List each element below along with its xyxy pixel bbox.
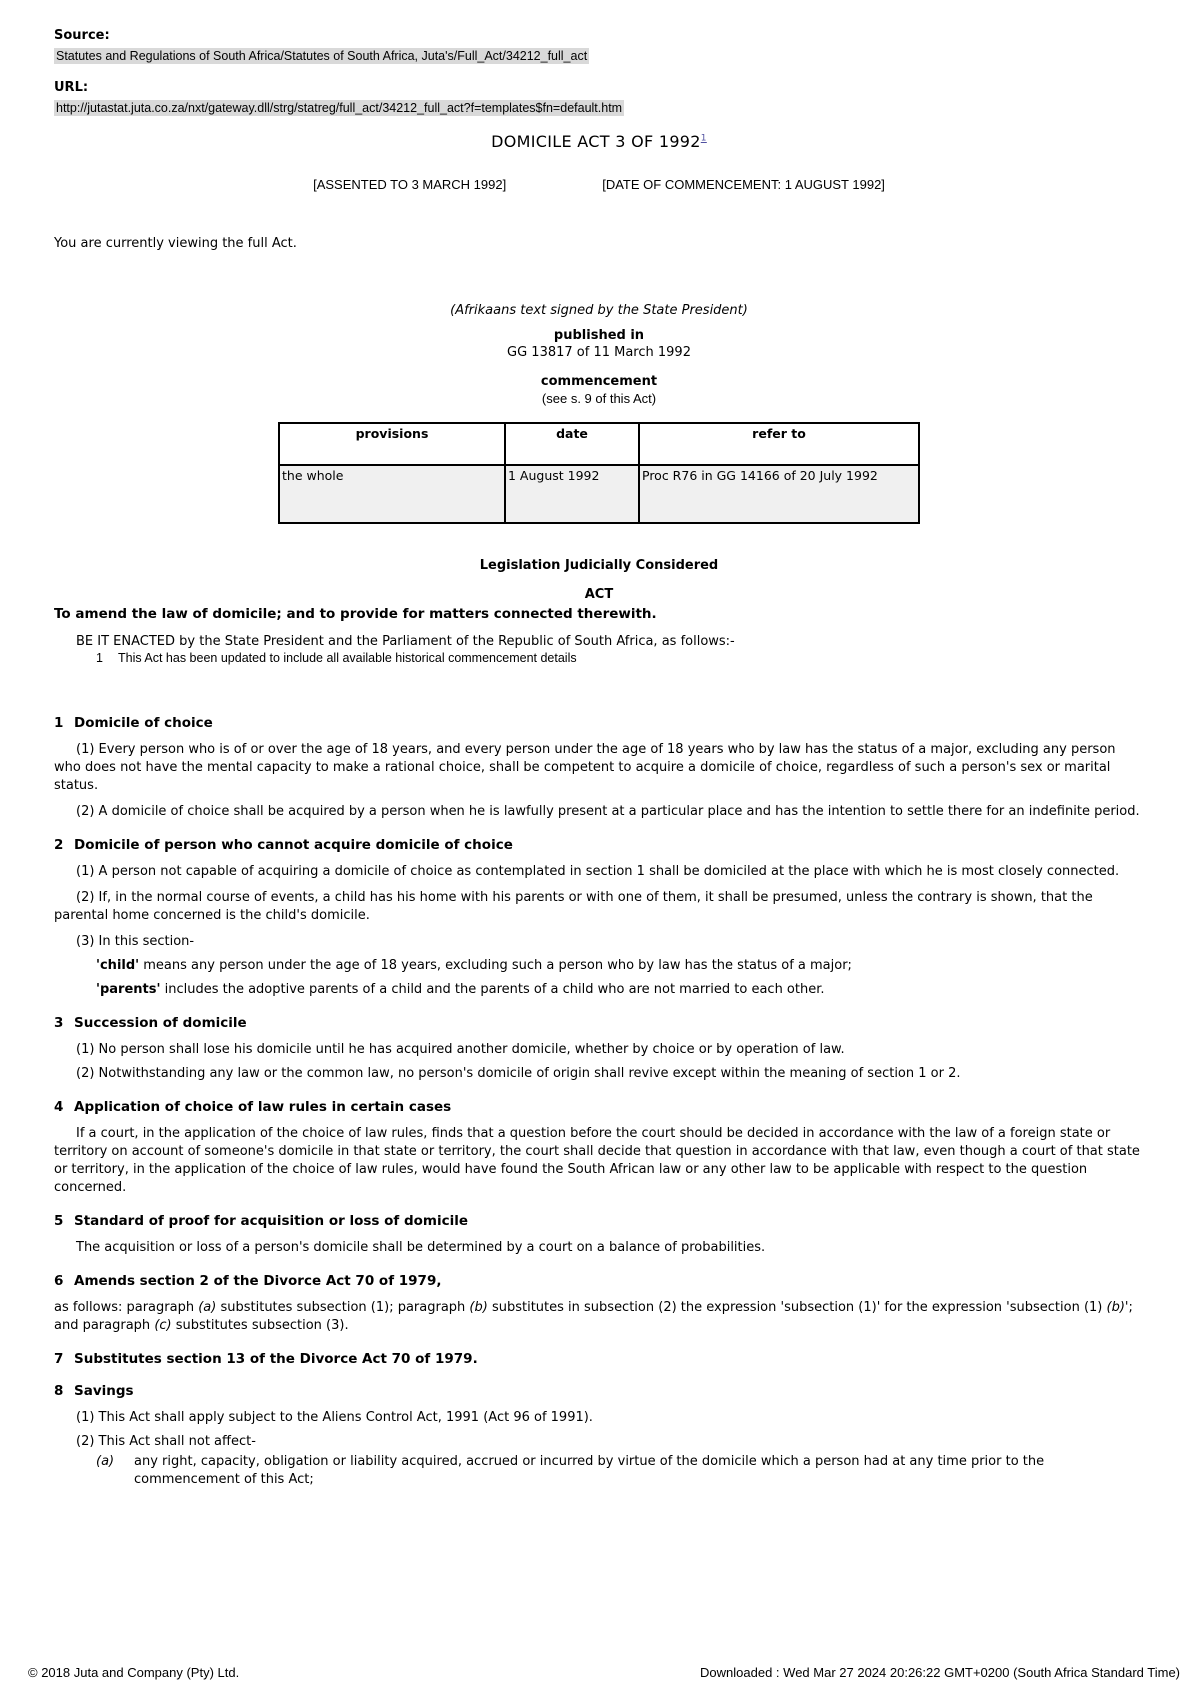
section-paragraph: (3) In this section- xyxy=(76,934,195,949)
table-cell: Proc R76 in GG 14166 of 20 July 1992 xyxy=(639,465,919,523)
title-footnote-link[interactable]: 1 xyxy=(700,133,707,144)
section-title: Domicile of person who cannot acquire domicile of choice xyxy=(74,837,513,853)
section-heading xyxy=(54,1273,1144,1289)
section-title: Standard of proof for acquisition or loss of domicile xyxy=(74,1213,469,1229)
section-paragraph: (2) If, in the normal course of events, a child has his home with his parents or with one of them, it shall be presumed, unless the contrary is shown, that the parental home concerned is the child's domicile. xyxy=(54,890,1093,923)
section-title: Amends section 2 of the Divorce Act 70 of 1979, xyxy=(74,1273,442,1289)
commencement-note: (see s. 9 of this Act) xyxy=(541,391,657,406)
text-run: substitutes subsection (1); paragraph xyxy=(216,1300,470,1315)
footnote-text: This Act has been updated to include all available historical commencement details xyxy=(118,651,577,665)
table-header: date xyxy=(505,423,639,465)
assent-commencement-row xyxy=(54,177,1144,192)
download-timestamp: Downloaded : Wed Mar 27 2024 20:26:22 GMT+0200 (South Africa Standard Time) xyxy=(700,1665,1180,1680)
legislation-considered-link[interactable]: Legislation Judicially Considered xyxy=(479,558,719,573)
url-label: URL: xyxy=(54,80,89,95)
act-sections xyxy=(54,715,1144,1489)
long-title: To amend the law of domicile; and to provide for matters connected therewith. xyxy=(54,606,657,622)
section-title: Application of choice of law rules in certain cases xyxy=(74,1099,452,1115)
section-paragraph: The acquisition or loss of a person's domicile shall be determined by a court on a balance of probabilities. xyxy=(76,1240,766,1255)
table-header: provisions xyxy=(279,423,505,465)
table-cell: the whole xyxy=(279,465,505,523)
commencement-label: commencement xyxy=(540,374,658,389)
subparagraph-label: (a) xyxy=(96,1454,115,1469)
text-run: (b) xyxy=(1106,1300,1125,1315)
text-run: (c) xyxy=(154,1318,172,1333)
text-run: substitutes in subsection (2) the expression 'subsection (1)' for the expression 'subsection (1) xyxy=(487,1300,1107,1315)
act-title-text: DOMICILE ACT 3 OF 1992 xyxy=(491,132,701,151)
section-paragraph: (1) Every person who is of or over the age of 18 years, and every person under the age of 18 years who by law has the status of a major, excluding any person who does not have the mental capacity to make a rational choice, shall be competent to acquire a domicile of choice, regardless of such a person's sex or marital status. xyxy=(54,742,1116,793)
footnote xyxy=(54,651,1144,665)
source-value: Statutes and Regulations of South Africa/Statutes of South Africa, Juta's/Full_Act/34212_full_act xyxy=(56,49,588,63)
page-footer xyxy=(28,1665,1180,1680)
section-paragraph: (2) This Act shall not affect- xyxy=(76,1434,256,1449)
text-run: as follows: paragraph xyxy=(54,1300,199,1315)
definition-text: means any person under the age of 18 years, excluding such a person who by law has the status of a major; xyxy=(139,958,852,973)
section-number: 1 xyxy=(54,715,64,731)
section-paragraph: (1) A person not capable of acquiring a domicile of choice as contemplated in section 1 shall be domiciled at the place with which he is most closely connected. xyxy=(76,864,1120,879)
section-paragraph xyxy=(54,1299,1144,1335)
subparagraph xyxy=(54,1453,1144,1489)
definition-term: 'child' xyxy=(96,958,140,973)
definition-parents xyxy=(54,981,1144,999)
definition-term: 'parents' xyxy=(96,982,161,997)
commencement-date: [DATE OF COMMENCEMENT: 1 AUGUST 1992] xyxy=(602,177,885,192)
viewing-notice: You are currently viewing the full Act. xyxy=(54,236,297,251)
text-run: (b) xyxy=(469,1300,488,1315)
section-number: 4 xyxy=(54,1099,64,1115)
section-heading xyxy=(54,1351,1144,1367)
section-number: 6 xyxy=(54,1273,64,1289)
section-heading xyxy=(54,1383,1144,1399)
section-paragraph: (1) This Act shall apply subject to the Aliens Control Act, 1991 (Act 96 of 1991). xyxy=(76,1410,593,1425)
section-title: Savings xyxy=(74,1383,134,1399)
table-header: refer to xyxy=(639,423,919,465)
subparagraph-text: any right, capacity, obligation or liability acquired, accrued or incurred by virtue of the domicile which a person had at any time prior to the commencement of this Act; xyxy=(134,1454,1045,1487)
published-label: published in xyxy=(553,328,645,343)
act-title xyxy=(54,132,1144,151)
section-heading xyxy=(54,1213,1144,1229)
section-number: 7 xyxy=(54,1351,64,1367)
footnote-number: 1 xyxy=(96,651,103,665)
definition-text: includes the adoptive parents of a child and the parents of a child who are not married to each other. xyxy=(160,982,825,997)
document-page xyxy=(54,24,1144,1489)
assented-date: [ASSENTED TO 3 MARCH 1992] xyxy=(313,177,507,192)
definition-child xyxy=(54,957,1144,975)
section-number: 2 xyxy=(54,837,64,853)
signed-note: (Afrikaans text signed by the State President) xyxy=(450,303,748,318)
section-title: Succession of domicile xyxy=(74,1015,247,1031)
published-value: GG 13817 of 11 March 1992 xyxy=(507,345,691,360)
url-value[interactable]: http://jutastat.juta.co.za/nxt/gateway.dll/strg/statreg/full_act/34212_full_act?f=templates$fn=default.htm xyxy=(56,101,623,115)
section-heading xyxy=(54,1099,1144,1115)
table-header-row xyxy=(279,423,919,465)
enactment-clause: BE IT ENACTED by the State President and the Parliament of the Republic of South Africa, as follows:- xyxy=(76,634,735,649)
text-run: '; and paragraph xyxy=(54,1300,1133,1333)
section-heading xyxy=(54,1015,1144,1031)
text-run: (a) xyxy=(198,1300,217,1315)
section-title: Substitutes section 13 of the Divorce Act 70 of 1979. xyxy=(74,1351,478,1367)
source-label: Source: xyxy=(54,28,110,43)
act-label: ACT xyxy=(584,587,614,602)
section-paragraph: (1) No person shall lose his domicile until he has acquired another domicile, whether by choice or by operation of law. xyxy=(76,1042,845,1057)
copyright: © 2018 Juta and Company (Pty) Ltd. xyxy=(28,1665,240,1680)
section-number: 8 xyxy=(54,1383,64,1399)
section-title: Domicile of choice xyxy=(74,715,213,731)
text-run: substitutes subsection (3). xyxy=(171,1318,349,1333)
section-number: 3 xyxy=(54,1015,64,1031)
table-row xyxy=(279,465,919,523)
section-heading xyxy=(54,715,1144,731)
section-heading xyxy=(54,837,1144,853)
section-paragraph: (2) A domicile of choice shall be acquired by a person when he is lawfully present at a particular place and has the intention to settle there for an indefinite period. xyxy=(76,804,1140,819)
section-number: 5 xyxy=(54,1213,64,1229)
table-cell: 1 August 1992 xyxy=(505,465,639,523)
section-paragraph: (2) Notwithstanding any law or the common law, no person's domicile of origin shall revive except within the meaning of section 1 or 2. xyxy=(76,1066,961,1081)
section-paragraph: If a court, in the application of the choice of law rules, finds that a question before the court should be decided in accordance with the law of a foreign state or territory on account of someone's domicile in that state or territory, the court shall decide that question in accordance with that law, even though a court of that state or territory, in the application of the choice of law rules, would have found the South African law or any other law to be applicable with respect to the question concerned. xyxy=(54,1126,1140,1195)
commencement-table xyxy=(278,422,920,524)
